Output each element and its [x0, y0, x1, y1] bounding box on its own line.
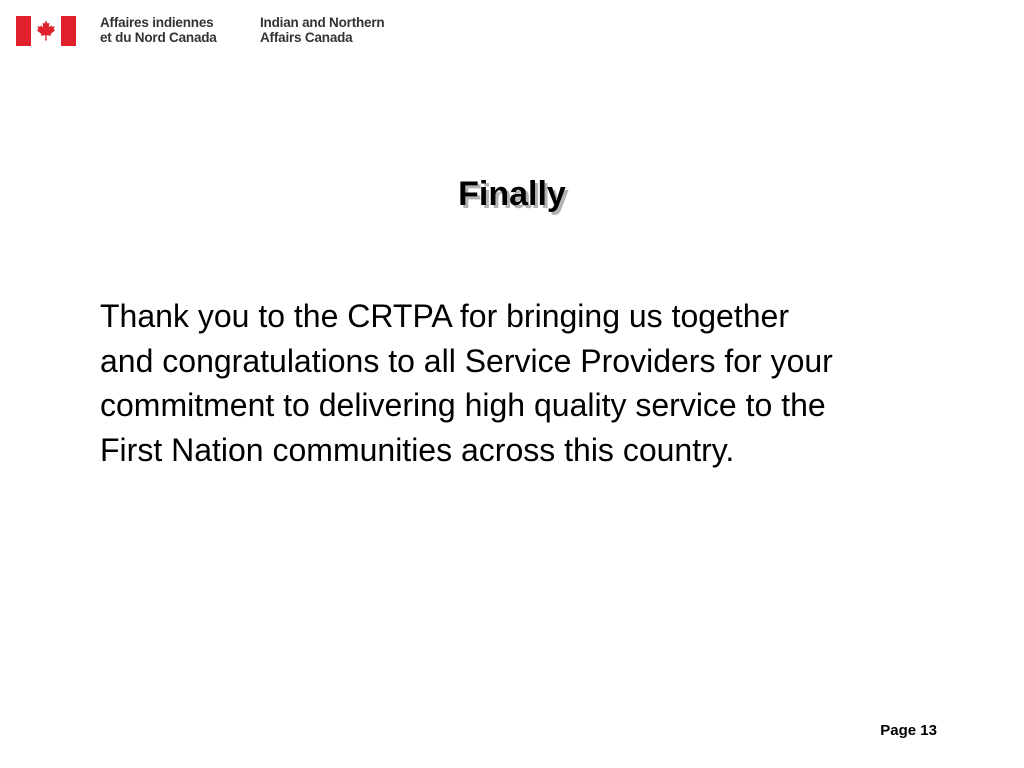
- government-header: [16, 14, 385, 48]
- body-line: commitment to delivering high quality service to the: [100, 387, 826, 423]
- department-name-english: [260, 15, 430, 45]
- canada-flag-icon: [16, 16, 76, 46]
- dept-fr-line-2: et du Nord Canada: [100, 30, 217, 45]
- flag-center: [31, 16, 61, 46]
- slide-title: Finally: [458, 175, 566, 213]
- department-name-french: [100, 15, 260, 45]
- body-line: First Nation communities across this country.: [100, 431, 735, 468]
- slide-body: [100, 294, 970, 472]
- dept-en-line-2: Affairs Canada: [260, 30, 353, 45]
- flag-right-bar: [61, 16, 76, 46]
- flag-left-bar: [16, 16, 31, 46]
- dept-en-line-1: Indian and Northern: [260, 15, 385, 30]
- maple-leaf-icon: [34, 19, 58, 43]
- body-line: Thank you to the CRTPA for bringing us together: [100, 298, 789, 334]
- dept-fr-line-1: Affaires indiennes: [100, 15, 214, 30]
- body-line: and congratulations to all Service Providers for your: [100, 342, 833, 379]
- page-number: Page 13: [880, 722, 937, 739]
